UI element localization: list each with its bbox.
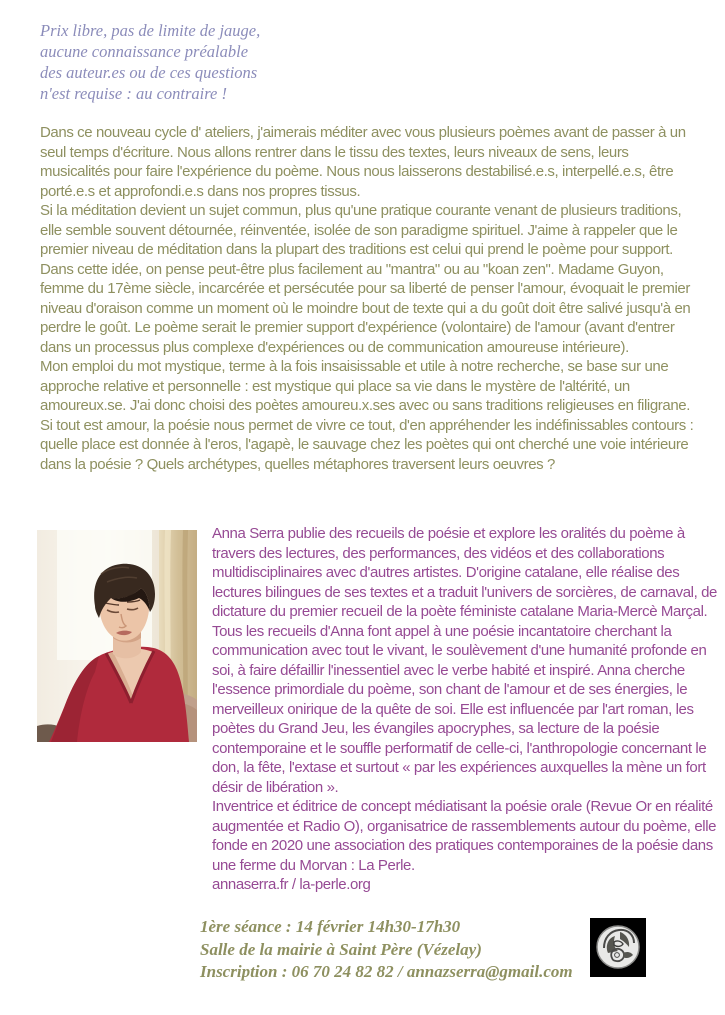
session-info xyxy=(200,916,573,984)
bio-paragraph: Inventrice et éditrice de concept médiatisant la poésie orale (Revue Or en réalité augmentée et Radio O), organisatrice de rassemblements autour du poème, elle fonde en 2020 une association des pratiques contemporaines de la poésie dans une ferme du Morvan : La Perle. xyxy=(212,798,717,874)
session-location: Salle de la mairie à Saint Père (Vézelay) xyxy=(200,939,482,959)
intro-note-line: aucune connaissance préalable xyxy=(40,42,249,61)
session-contact: Inscription : 06 70 24 82 82 / annazserra@gmail.com xyxy=(200,962,573,981)
body-paragraph: Si tout est amour, la poésie nous permet de vivre ce tout, d'en appréhender les indéfinissables contours : quelle place est donnée à l'eros, l'agapè, le sauvage chez les poètes qui ont cherché une voie intérieure dans la poésie ? Quels archétypes, quelles métaphores traversent leurs oeuvres ? xyxy=(40,416,694,473)
body-paragraph: Mon emploi du mot mystique, terme à la fois insaisissable et utile à notre recherche, se base sur une approche relative et personnelle : est mystique qui place sa vie dans le mystère de l'altérité, un amoureux.se. J'ai donc choisi des poètes amoureu.x.ses avec ou sans traditions religieuses en filigrane. xyxy=(40,358,690,414)
coin-seal-logo-icon xyxy=(590,918,646,977)
body-paragraph: Dans ce nouveau cycle d' ateliers, j'aimerais méditer avec vous plusieurs poèmes avant de passer à un seul temps d'écriture. Nous allons rentrer dans le tissu des textes, leurs niveaux de sens, leurs musicalités pour faire l'expérience du poème. Nous nous laisserons destabilisé.e.s, interpellé.e.s, être porté.e.s et approfondi.e.s dans nos propres tissus. xyxy=(40,124,686,200)
portrait-photo xyxy=(37,530,197,742)
intro-note-line: n'est requise : au contraire ! xyxy=(40,84,227,103)
bio-anna-serra xyxy=(212,524,719,895)
body-paragraph: Si la méditation devient un sujet commun, plus qu'une pratique courante venant de plusieurs traditions, elle semble souvent détournée, réinventée, isolée de son paradigme spirituel. J'aime à rappeler que le premier niveau de méditation dans la plupart des traditions est celui qui prend le poème pour support. Dans cette idée, on pense peut-être plus facilement au "mantra" ou au "koan zen". Madame Guyon, femme du 17ème siècle, incarcérée et persécutée pour sa liberté de penser l'amour, évoquait le premier niveau d'oraison comme un moment où le moindre bout de texte qui a du goût doit être salivé jusqu'à en perdre le goût. Le poème serait le premier support d'expérience (volontaire) de l'amour (avant d'entrer dans un processus plus complexe d'expériences ou de communication amoureuse intérieure). xyxy=(40,202,691,356)
intro-note-line: des auteur.es ou de ces questions xyxy=(40,63,258,82)
intro-note-line: Prix libre, pas de limite de jauge, xyxy=(40,21,261,40)
intro-note xyxy=(40,20,260,104)
workshop-description xyxy=(40,123,698,474)
bio-websites: annaserra.fr / la-perle.org xyxy=(212,876,371,893)
session-date: 1ère séance : 14 février 14h30-17h30 xyxy=(200,917,461,936)
bio-paragraph: Anna Serra publie des recueils de poésie et explore les oralités du poème à travers des lectures, des performances, des vidéos et des collaborations multidisciplinaires avec d'autres artistes. D'origine catalane, elle réalise des lectures bilingues de ses textes et a traduit l'univers de sorcières, de carnaval, de dictature du premier recueil de la poète féministe catalane Maria-Mercè Marçal. Tous les recueils d'Anna font appel à une poésie incantatoire cherchant la communication avec tout le vivant, le soulèvement d'une humanité profonde en soi, à faire défaillir l'inessentiel avec le verbe habité et inspiré. Anna cherche l'essence primordiale du poème, son chant de l'amour et de ses énergies, le merveilleux onirique de la quête de soi. Elle est influencée par l'art roman, les poètes du Grand Jeu, les évangiles apocryphes, sa lecture de la poésie contemporaine et le souffle performatif de celle-ci, l'anthropologie concernant le don, la fête, l'extase et surtout « par les expériences auxquelles la mène un fort désir de libération ». xyxy=(212,525,717,796)
